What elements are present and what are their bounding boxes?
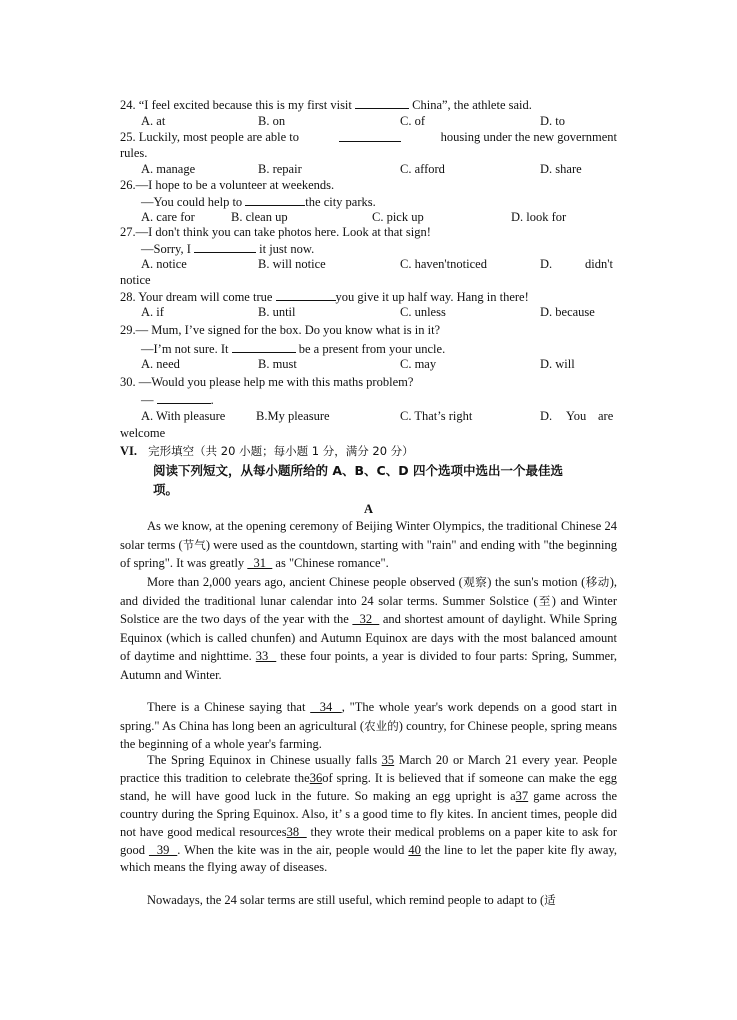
option-b: B. clean up (231, 210, 288, 224)
question-text: housing under the new government (440, 130, 617, 144)
option-b: B.My pleasure (256, 409, 330, 423)
option-a: A. With pleasure (141, 409, 226, 423)
blank-32: 32 (352, 612, 380, 626)
option-d-continuation: notice (120, 273, 151, 287)
option-c: C. unless (400, 305, 446, 319)
question-26-line1: 26.—I hope to be a volunteer at weekends. (120, 178, 335, 192)
option-c: C. haven'tnoticed (400, 257, 487, 271)
question-29-line1: 29.— Mum, I’ve signed for the box. Do you know what is in it? (120, 323, 441, 337)
option-c: C. may (400, 357, 437, 371)
question-text: 25. Luckily, most people are able to (120, 130, 299, 144)
question-30-line1: 30. —Would you please help me with this maths problem? (120, 375, 414, 389)
answer-blank (355, 96, 409, 109)
option-d: D. (540, 409, 553, 423)
question-text: 28. Your dream will come true (120, 290, 273, 304)
section-instruction-line1: 阅读下列短文，从每小题所给的 A、B、C、D 四个选项中选出一个最佳选 (153, 463, 563, 478)
blank-38: 38 (286, 824, 307, 839)
option-d: D. because (540, 305, 595, 319)
question-28-stem (120, 288, 529, 305)
option-b: B. on (258, 114, 286, 128)
question-text: —Sorry, I (141, 242, 191, 256)
option-b: B. will notice (258, 257, 326, 271)
section-heading (120, 443, 414, 459)
answer-blank (245, 193, 305, 206)
answer-blank (157, 391, 211, 404)
option-a: A. need (141, 357, 180, 371)
option-d-text: didn't (585, 257, 613, 271)
option-a: A. notice (141, 257, 187, 271)
blank-33: 33 (255, 649, 277, 663)
option-c: C. of (400, 114, 425, 128)
passage-paragraph-4: The Spring Equinox in Chinese usually falls 35 March 20 or March 21 every year. People practice this tradition to celebrate the36of spring. It is believed that if someone can make the egg stand, he will have good luck in the future. So making an egg upright is a37 game across the country during the Spring Equinox. Also, it’ s a good time to fly kites. In ancient times, people did not have good medical resources38 they wrote their medical problems on a paper kite to ask for good 39 . When the kite was in the air, people would 40 the line to let the paper kite fly away, which means the flying away of diseases. (120, 753, 618, 875)
question-29-line2 (141, 340, 445, 357)
question-text: the city parks. (305, 195, 376, 209)
passage-paragraph-5: Nowadays, the 24 solar terms are still useful, which remind people to adapt to (适 (147, 893, 556, 907)
section-number: VI. (120, 444, 138, 458)
passage-paragraph-3: There is a Chinese saying that 34 , "The whole year's work depends on a good start in spring." As China has long been an agricultural (农业的) country, for Chinese people, spring means the beginning of a whole year's farming. (120, 700, 618, 751)
answer-blank (194, 240, 256, 253)
answer-blank (232, 340, 296, 353)
question-30-line2 (141, 391, 214, 408)
option-b: B. must (258, 357, 297, 371)
option-d-text: You (566, 409, 587, 423)
question-text: 24. “I feel excited because this is my first visit (120, 98, 352, 112)
answer-blank (276, 288, 336, 301)
blank-36: 36 (309, 770, 323, 785)
blank-37: 37 (515, 788, 529, 803)
passage-paragraph-2: More than 2,000 years ago, ancient Chinese people observed (观察) the sun's motion (移动), and divided the traditional lunar calendar into 24 solar terms. Summer Solstice (至) and Winter Solstice are the two days of the year with the 32 and shortest amount of daylight. While Spring Equinox (which is called chunfen) and Autumn Equinox are days with the most balanced amount of daytime and nighttime. 33 these four points, a year is divided to four parts: Spring, Summer, Autumn and Winter. (120, 575, 618, 682)
question-text: — (141, 393, 154, 407)
passage-paragraph-1: As we know, at the opening ceremony of Beijing Winter Olympics, the traditional Chinese 24 solar terms (节气) were used as the countdown, starting with "rain" and ending with "the beginning of spring". It was greatly 31 as "Chinese romance". (120, 519, 618, 570)
option-a: A. if (141, 305, 164, 319)
option-c: C. afford (400, 162, 445, 176)
option-d: D. to (540, 114, 565, 128)
option-d: D. share (540, 162, 582, 176)
section-title: 完形填空（共 20 小题；每小题 1 分，满分 20 分） (148, 444, 414, 458)
question-text: —You could help to (141, 195, 243, 209)
question-27-line1: 27.—I don't think you can take photos here. Look at that sign! (120, 225, 431, 239)
blank-34: 34 (310, 700, 342, 714)
question-text: it just now. (259, 242, 315, 256)
option-a: A. manage (141, 162, 196, 176)
option-a: A. at (141, 114, 166, 128)
question-text: —I’m not sure. It (141, 342, 229, 356)
question-25-stem (120, 129, 617, 145)
question-27-line2 (141, 240, 314, 257)
question-text: be a present from your uncle. (298, 342, 446, 356)
answer-blank (339, 129, 401, 142)
option-d: D. will (540, 357, 575, 371)
option-c: C. pick up (372, 210, 424, 224)
option-b: B. until (258, 305, 296, 319)
option-b: B. repair (258, 162, 302, 176)
question-text: you give it up half way. Hang in there! (335, 290, 529, 304)
option-a: A. care for (141, 210, 195, 224)
blank-40: 40 (408, 842, 421, 857)
question-25-continuation: rules. (120, 146, 148, 160)
blank-31: 31 (247, 556, 273, 570)
option-d-text: are (598, 409, 614, 423)
option-d: D. look for (511, 210, 567, 224)
option-d-continuation: welcome (120, 426, 166, 440)
blank-35: 35 (381, 753, 395, 767)
question-text: . (210, 393, 214, 407)
question-24-stem (120, 96, 532, 113)
option-c: C. That’s right (400, 409, 473, 423)
question-text: China”, the athlete said. (412, 98, 532, 112)
section-instruction-line2: 项。 (153, 482, 179, 497)
question-26-line2 (141, 193, 376, 210)
option-d: D. (540, 257, 553, 271)
blank-39: 39 (148, 842, 178, 857)
passage-label: A (363, 502, 374, 516)
